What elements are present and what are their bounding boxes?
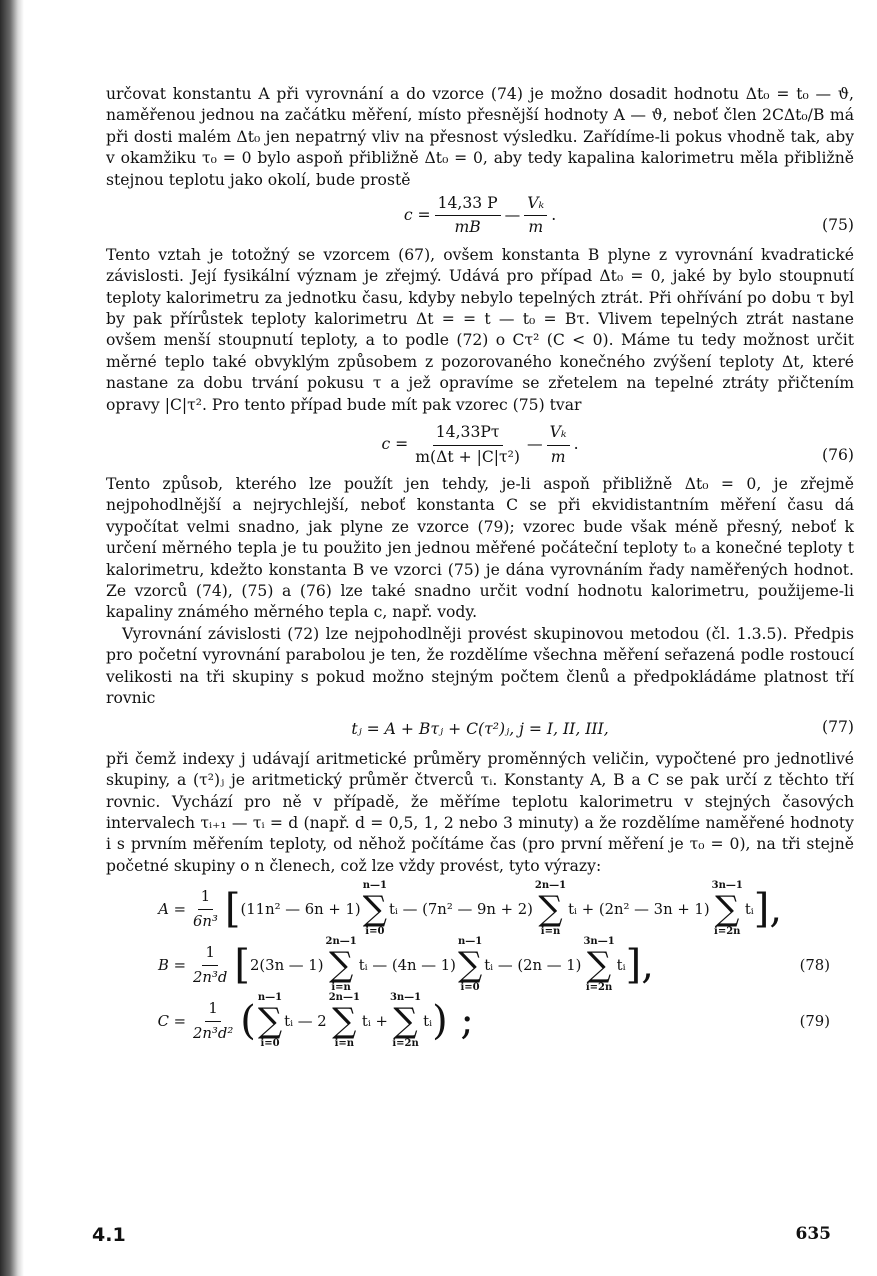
eq75-fraction-2 [524, 193, 547, 239]
sigma-symbol: ∑ [257, 1001, 283, 1042]
eq79-frac-denominator: 2n³d² [193, 1024, 234, 1042]
eq78-A-frac-denominator: 6n³ [193, 912, 218, 930]
eq78-B-sum-2 [458, 937, 482, 993]
eq78-A-close-bracket: ], [753, 886, 783, 933]
sigma-symbol: ∑ [332, 1001, 357, 1042]
equation-75 [106, 193, 854, 239]
equation-number-79: (79) [799, 1012, 830, 1030]
equation-number-75: (75) [821, 216, 854, 235]
eq75-minus: — [504, 206, 521, 225]
sigma-symbol: ∑ [457, 945, 483, 986]
eq75-lhs: c = [403, 206, 431, 225]
eq78-A-term1: tᵢ — (7n² — 9n + 2) [388, 900, 533, 918]
eq78-B-term3: tᵢ [616, 956, 626, 974]
sigma-symbol: ∑ [538, 889, 563, 930]
eq79-open-paren: ( [240, 998, 256, 1045]
eq79-sum-2 [329, 993, 360, 1049]
eq78-A-sum-3 [712, 881, 743, 937]
eq78-A-lhs: A = [158, 900, 186, 918]
eq76-frac1-numerator: 14,33Pτ [433, 422, 503, 445]
eq78-A-sum1-lower: i=0 [365, 926, 385, 938]
section-number: 4.1 [92, 1224, 126, 1246]
eq78-row-B [94, 937, 842, 993]
eq78-B-sum-1 [326, 937, 357, 993]
eq78-B-term2: tᵢ — (2n — 1) [484, 956, 582, 974]
eq78-B-frac-numerator: 1 [202, 942, 217, 965]
sigma-symbol: ∑ [715, 889, 740, 930]
eq79-close-paren: ) ; [432, 998, 474, 1045]
eq78-B-lhs: B = [158, 956, 186, 974]
eq78-B-frac-denominator: 2n³d [193, 968, 228, 986]
eq75-period: . [551, 206, 557, 225]
eq79-sum3-upper: 3n—1 [389, 992, 422, 1004]
sigma-symbol: ∑ [586, 945, 612, 986]
eq78-B-sum2-lower: i=0 [460, 982, 480, 994]
eq79-sum-3 [390, 993, 421, 1049]
paragraph-2: Tento vztah je totožný se vzorcem (67), ovšem konstanta B plyne z vyrovnání kvadratické závislosti. Její fysikální význam je zřejmý. Udává pro případ Δt₀ = 0, jaké by bylo stoupnutí teploty kalorimetru za jednotku času, kdyby nebylo tepelných ztrát. Při ohřívání po dobu τ byl by pak přírůstek teploty kalorimetru Δt = = t — t₀ = Bτ. Vlivem tepelných ztrát nastane ovšem menší stoupnutí teploty, a to podle (72) o Cτ² (C < 0). Máme tu tedy možnost určit měrné teplo také obvyklým způsobem z pozorovaného konečného zvýšení teploty Δt, které nastane za dobu trvání pokusu τ a jež opravíme se zřetelem na tepelné ztráty přičtením opravy |C|τ². Pro tento případ bude mít pak vzorec (75) tvar [106, 245, 854, 414]
eq75-frac2-denominator: m [528, 218, 544, 237]
eq76-frac2-numerator: Vₖ [547, 422, 570, 445]
eq78-A-frac-numerator: 1 [198, 886, 213, 909]
equation-77 [106, 719, 854, 740]
eq75-frac1-denominator: mB [454, 218, 481, 237]
eq79-sum2-lower: i=n [334, 1038, 355, 1050]
eq78-A-sum-2 [535, 881, 566, 937]
eq76-frac1-denominator: m(Δt + |C|τ²) [415, 447, 521, 466]
eq79-sum2-upper: 2n—1 [328, 992, 360, 1004]
eq78-B-open-bracket: [ [234, 942, 250, 989]
eq79-term1: tᵢ — 2 [284, 1012, 327, 1030]
eq78-B-sum2-upper: n—1 [457, 936, 483, 948]
eq78-row-A [94, 881, 842, 937]
equation-number-77: (77) [821, 718, 854, 737]
eq78-B-fraction [190, 942, 230, 988]
paragraph-5: při čemž indexy j udávají aritmetické průměry proměnných veličin, vypočtené pro jednotlivé skupiny, a (τ²)ⱼ je aritmetický průměr čtverců τᵢ. Konstanty A, B a C se pak určí z těchto tří rovnic. Vychází pro ně v případě, že měříme teplotu kalorimetru v stejných časových intervalech τᵢ₊₁ — τᵢ = d (např. d = 0,5, 1, 2 nebo 3 minuty) a že rozdělíme naměřené hodnoty i s prvním měřením teploty, od něhož počítáme čas (pro první měření je τ₀ = 0), na tři stejně početné skupiny o n členech, což lze vždy provést, tyto výrazy: [106, 749, 854, 875]
eq78-A-sum2-upper: 2n—1 [534, 880, 567, 892]
eq79-fraction [190, 998, 236, 1044]
eq76-period: . [573, 435, 579, 454]
eq79-sum-1 [258, 993, 282, 1049]
eq79-term3: tᵢ [423, 1012, 433, 1030]
eq76-lhs: c = [381, 435, 409, 454]
equation-76 [106, 422, 854, 468]
equation-number-78: (78) [799, 956, 830, 974]
eq79-lhs: C = [157, 1012, 186, 1030]
eq78-B-sum3-lower: i=2n [585, 982, 613, 994]
eq76-minus: — [527, 435, 543, 454]
eq76-fraction-1 [412, 422, 523, 468]
eq78-A-sum3-upper: 3n—1 [711, 880, 743, 892]
eq79-term2: tᵢ + [361, 1012, 388, 1030]
eq78-A-fraction [190, 886, 221, 932]
eq79-sum1-upper: n—1 [257, 992, 283, 1004]
eq78-B-close-bracket: ], [625, 942, 654, 989]
eq78-B-sum3-upper: 3n—1 [583, 936, 615, 948]
eq78-A-open-bracket: [ [224, 886, 241, 933]
paragraph-1: určovat konstantu A při vyrovnání a do vzorce (74) je možno dosadit hodnotu Δt₀ = t₀ — ϑ, naměřenou jednou na začátku měření, místo přesnější hodnoty A — ϑ, neboť člen 2CΔt₀/B má při dosti malém Δt₀ jen nepatrný vliv na přesnost výsledku. Zařídíme-li pokus vhodně tak, aby v okamžiku τ₀ = 0 bylo aspoň přibližně Δt₀ = 0, aby tedy kapalina kalorimetru měla přibližně stejnou teplotu jako okolí, bude prostě [106, 85, 854, 189]
eq79-row-C [94, 993, 842, 1049]
eq78-A-coef1: (11n² — 6n + 1) [240, 900, 361, 918]
eq79-frac-numerator: 1 [205, 998, 220, 1021]
eq78-B-term1: tᵢ — (4n — 1) [358, 956, 456, 974]
eq75-fraction-1 [435, 193, 501, 239]
eq75-frac1-numerator: 14,33 P [435, 193, 501, 216]
eq78-B-sum1-lower: i=n [331, 982, 351, 994]
eq78-A-sum1-upper: n—1 [362, 880, 387, 892]
eq78-B-sum1-upper: 2n—1 [325, 936, 357, 948]
eq79-sum1-lower: i=0 [260, 1038, 280, 1050]
eq78-A-sum2-lower: i=n [540, 926, 561, 938]
paragraph-3: Tento způsob, kterého lze použít jen tehdy, je-li aspoň přibližně Δt₀ = 0, je zřejmě nejpohodlnější a nejrychlejší, neboť konstanta C se při ekvidistantním měření času dá vypočítat velmi snadno, jak plyne ze vzorce (79); vzorec bude však méně přesný, neboť k určení měrného tepla je tu použito jen jednou měřené počáteční teploty t₀ a konečné teploty t kalorimetru, kdežto konstanta B ve vzorci (75) je dána vyrovnáním řady naměřených hodnot. Ze vzorců (74), (75) a (76) lze také snadno určit vodní hodnotu kalorimetru, použijeme-li kapaliny známého měrného tepla c, např. vody. [106, 474, 854, 622]
eq78-A-term3: tᵢ [744, 900, 754, 918]
eq77-body: tⱼ = A + Bτⱼ + C(τ²)ⱼ, j = I, II, III, [351, 720, 609, 739]
page-number: 635 [795, 1224, 831, 1244]
eq75-frac2-numerator: Vₖ [524, 193, 547, 216]
eq78-B-sum-3 [583, 937, 614, 993]
sigma-symbol: ∑ [393, 1001, 418, 1042]
sigma-symbol: ∑ [362, 889, 387, 930]
document-page [106, 84, 854, 1049]
eq78-A-sum-1 [363, 881, 387, 937]
eq78-B-coef1: 2(3n — 1) [249, 956, 324, 974]
eq78-A-term2: tᵢ + (2n² — 3n + 1) [568, 900, 710, 918]
equation-number-76: (76) [821, 445, 854, 464]
eq78-A-sum3-lower: i=2n [714, 926, 741, 938]
paragraph-4: Vyrovnání závislosti (72) lze nejpohodlněji provést skupinovou metodou (čl. 1.3.5). Předpis pro početní vyrovnání parabolou je ten, že rozdělíme všechna měření seřazená podle rostoucí velikosti na tři skupiny s pokud možno stejným počtem členů a předpokládáme platnost tří rovnic [106, 624, 854, 707]
eq76-fraction-2 [547, 422, 570, 468]
book-binding-shadow [0, 0, 24, 1276]
eq76-frac2-denominator: m [550, 447, 566, 466]
eq79-sum3-lower: i=2n [392, 1038, 419, 1050]
equation-system-78 [106, 881, 854, 1049]
sigma-symbol: ∑ [328, 945, 354, 986]
